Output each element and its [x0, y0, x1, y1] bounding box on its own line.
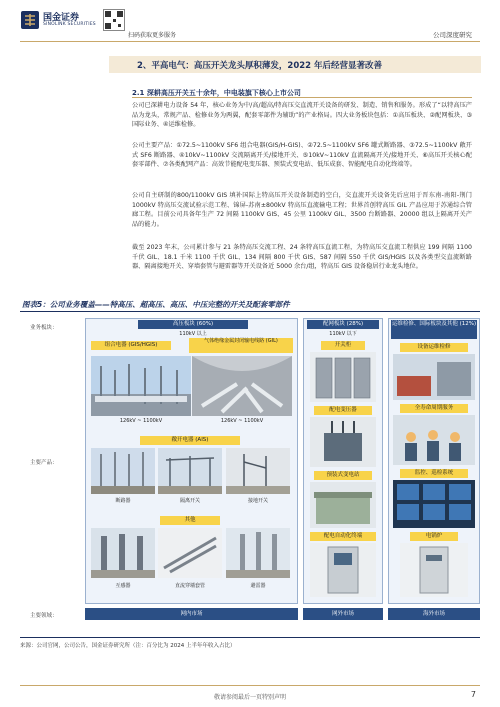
monitoring-system-tag: 监控、巡检系统 — [400, 469, 468, 478]
paragraph-project-record: 截至 2023 年末，公司累计参与 21 条特高压交流工程、24 条特高压直流工程，为特高压交直流工程供应 199 间隔 1100 千伏 GIL、18.1 千米 1100 千伏 GIL、134 间隔 800 千伏 GIS、587 间隔 550 千伏 GIS/HGIS 以及各类型交直流断路器、隔离接地开关、穿墙套管与避雷器等开关设备近 5000 余台/组，特高压 GIS 设备稳居行业龙头地位。 — [132, 244, 472, 271]
disconnector-photo — [158, 448, 222, 494]
transformer-photo — [310, 417, 376, 467]
instrument-transformer-photo — [91, 528, 155, 578]
figure-source-note: 来源：公司官网，公司公告，国金证券研究所（注：百分比为 2024 上半年年收入占比） — [20, 643, 236, 649]
hv-segment-header: 高压板块 (60%) — [138, 320, 248, 329]
paragraph-business-overview: 公司已深耕电力设备 54 年，核心业务为中/高/超高/特高压交直流开关设备的研发、制造、销售和服务。形成了“以特高压产品为龙头，常规产品、检修业务为两翼，配套零部件为辅助”的产业格局。四大业务板块包括：①高压板块、②配网板块、③国际业务、④运维检修。 — [132, 102, 472, 129]
sinolink-logo-mark-icon — [20, 10, 40, 30]
ais-caption-breaker: 断路器 — [115, 498, 131, 504]
subsection-divider — [132, 97, 472, 98]
breaker-photo — [91, 448, 155, 494]
scan-prompt: 扫码获取更多服务 — [128, 32, 177, 39]
ais-tag: 敞开电器 (AIS) — [140, 436, 240, 445]
transformer-tag: 配电变压器 — [314, 406, 372, 415]
section-heading — [109, 56, 481, 73]
om-service-tag: 设备运维检修 — [400, 343, 468, 352]
electric-boiler-tag: 电锅炉 — [410, 532, 458, 541]
subsection-heading: 2.1 深耕高压开关五十余年，中电装旗下核心上市公司 — [132, 89, 301, 97]
hv-voltage-range: 110kV 以上 — [179, 331, 207, 337]
substation-tag: 预装式变电站 — [314, 471, 372, 480]
document-type: 公司深度研究 — [433, 31, 472, 39]
market-overseas: 海外市场 — [388, 608, 480, 620]
earthing-switch-photo — [226, 448, 290, 494]
brand-name-cn: 国金证券 — [43, 13, 80, 23]
other-caption-transformer: 互感器 — [115, 583, 131, 589]
gil-voltage-label: 126kV ~ 1100kV — [220, 418, 264, 424]
row-label-segments: 业务板块： — [30, 325, 58, 331]
other-caption-bushing: 直流穿墙套管 — [174, 583, 205, 589]
paragraph-main-products: 公司主要产品：①72.5~1100kV SF6 组合电器(GIS/H-GIS)、②72.5~1100kV SF6 罐式断路器、③72.5~1100kV 敞开式 SF6 断路器、④10kV~1100kV 交流隔离开关/接地开关、⑤10kV~110kV 直流隔离开关/接地开关、⑥高压开关核心配套零部件、⑦各类配网产品：高效节能配电变压器、预装式变电站、低压成套、智能配电自动化终端等。 — [132, 142, 472, 169]
gis-voltage-label: 126kV ~ 1100kV — [119, 418, 163, 424]
gis-tag: 组合电器 (GIS/HGIS) — [91, 341, 171, 350]
lifecycle-service-photo — [393, 415, 475, 465]
footer-divider — [20, 685, 480, 686]
section-heading-text: 2、平高电气：高压开关龙头厚积薄发，2022 年后经营显著改善 — [137, 61, 383, 71]
gil-tag: 气体绝缘金属封闭输电线路 (GIL) — [189, 338, 293, 353]
market-non-grid: 网外市场 — [303, 608, 383, 620]
dist-segment-header: 配网板块 (28%) — [307, 320, 379, 329]
monitoring-system-photo — [393, 480, 475, 528]
om-service-photo — [393, 354, 475, 400]
footer-disclaimer: 敬请参阅最后一页特别声明 — [213, 694, 286, 701]
figure-title-text: 图表5：公司业务覆盖——特高压、超高压、高压、中压完整的开关及配套零部件 — [22, 300, 290, 309]
automation-terminal-photo — [310, 543, 376, 597]
switchgear-tag: 开关柜 — [321, 341, 365, 350]
electric-boiler-photo — [400, 543, 468, 597]
page-number: 7 — [470, 690, 476, 699]
automation-terminal-tag: 配电自动化终端 — [310, 532, 376, 541]
arrester-photo — [226, 528, 290, 578]
om-segment-header: 运维检修、国际板块及其他 (12%) — [391, 320, 477, 339]
source-divider — [20, 637, 480, 638]
qr-code-icon — [103, 9, 125, 31]
row-label-products: 主要产品： — [30, 460, 58, 466]
gis-photo — [91, 356, 191, 416]
wall-bushing-photo — [158, 528, 222, 578]
gil-photo — [192, 356, 292, 416]
dist-voltage-range: 110kV 以下 — [329, 331, 357, 337]
market-domestic-grid: 网内市场 — [85, 608, 298, 620]
ais-caption-earthing: 接地开关 — [247, 498, 268, 504]
substation-photo — [310, 482, 376, 528]
switchgear-photo — [310, 352, 376, 402]
figure-title — [20, 298, 480, 312]
ais-caption-disconnector: 隔离开关 — [179, 498, 200, 504]
other-caption-arrester: 避雷器 — [250, 583, 266, 589]
page-header — [0, 0, 500, 42]
other-tag: 其他 — [160, 516, 220, 525]
paragraph-uhv-capability: 公司自主研制的800/1100kV GIS 填补国际上特高压开关设备制造的空白，交直流开关设备先后应用于晋东南-南阳-荆门 1000kV 特高压交流试验示范工程、锦屏-苏南±800kV 特高压直流输电工程；世界首创特高压 GIL 产品应用于苏通综合管廊工程。目前公司具备年生产 72 间隔 1100kV GIS、45 公里 1100kV GIL、3500 台断路器、20000 组以上隔离开关产品的能力。 — [132, 192, 472, 228]
lifecycle-service-tag: 全寿命周期服务 — [400, 404, 468, 413]
row-label-markets: 主要领域： — [30, 613, 58, 619]
header-divider — [20, 41, 480, 42]
brand-name-en: SINOLINK SECURITIES — [43, 22, 96, 27]
sinolink-logo — [20, 9, 96, 35]
